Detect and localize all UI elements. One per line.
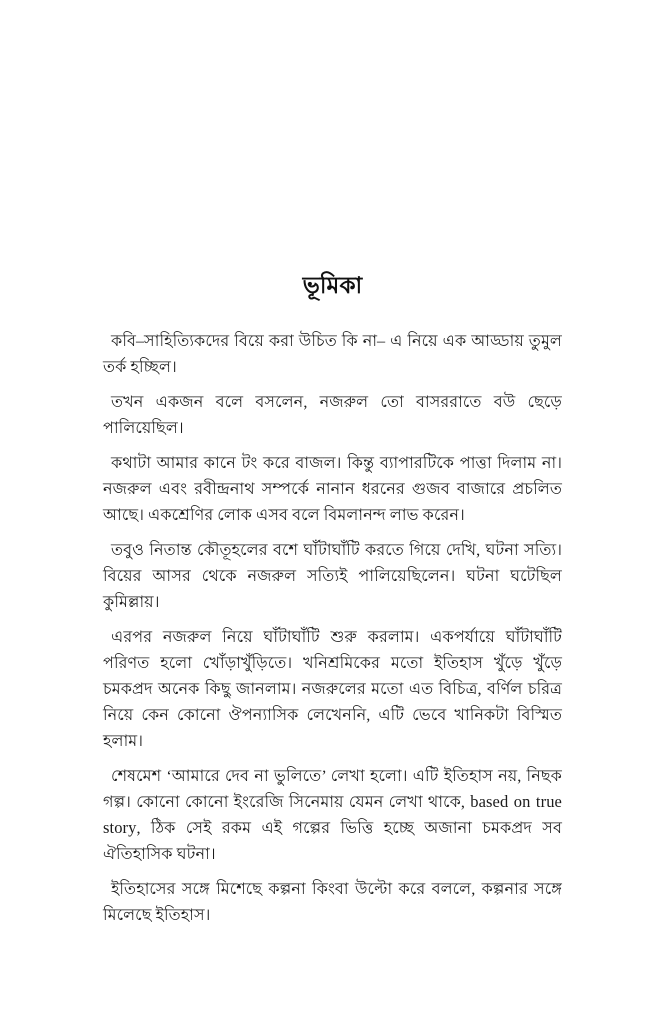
paragraph-1: কবি–সাহিত্যিকদের বিয়ে করা উচিত কি না– এ নিয়ে এক আড্ডায় তুমুল তর্ক হচ্ছিল।: [103, 331, 562, 376]
paragraph-6-part-1: শেষমেশ ‘আমারে দেব না ভুলিতে’ লেখা হলো। এটি ইতিহাস নয়, নিছক গল্প। কোনো কোনো ইংরেজি সিনেমায় যেমন লেখা থাকে,: [103, 766, 562, 811]
paragraph-5: এরপর নজরুল নিয়ে ঘাঁটাঘাঁটি শুরু করলাম। একপর্যায়ে ঘাঁটাঘাঁটি পরিণত হলো খোঁড়াখুঁড়িতে। খনিশ্রমিকের মতো ইতিহাস খুঁড়ে খুঁড়ে চমকপ্রদ অনেক কিছু জানলাম। নজরুলের মতো এত বিচিত্র, বর্ণিল চরিত্র নিয়ে কেন কোনো ঔপন্যাসিক লেখেননি, এটি ভেবে খানিকটা বিস্মিত হলাম।: [103, 627, 562, 750]
paragraph-2: তখন একজন বলে বসলেন, নজরুল তো বাসররাতে বউ ছেড়ে পালিয়েছিল।: [103, 392, 562, 437]
preface-body: [103, 328, 562, 928]
paragraph-6: [103, 763, 562, 867]
page-content: [103, 272, 562, 928]
latin-phrase-based-on-true-story: based on true story: [103, 791, 562, 837]
paragraph-3: কথাটা আমার কানে টং করে বাজল। কিন্তু ব্যাপারটিকে পাত্তা দিলাম না। নজরুল এবং রবীন্দ্রনাথ সম্পর্কে নানান ধরনের গুজব বাজারে প্রচলিত আছে। একশ্রেণির লোক এসব বলে বিমলানন্দ লাভ করেন।: [103, 453, 562, 524]
paragraph-4: তবুও নিতান্ত কৌতূহলের বশে ঘাঁটাঘাঁটি করতে গিয়ে দেখি, ঘটনা সত্যি। বিয়ের আসর থেকে নজরুল সত্যিই পালিয়েছিলেন। ঘটনা ঘটেছিল কুমিল্লায়।: [103, 540, 562, 611]
paragraph-6-part-2: , ঠিক সেই রকম এই গল্পের ভিত্তি হচ্ছে অজানা চমকপ্রদ সব ঐতিহাসিক ঘটনা।: [103, 818, 562, 863]
paragraph-7: ইতিহাসের সঙ্গে মিশেছে কল্পনা কিংবা উল্টো করে বললে, কল্পনার সঙ্গে মিলেছে ইতিহাস।: [103, 879, 562, 924]
page-title: ভূমিকা: [302, 273, 363, 298]
